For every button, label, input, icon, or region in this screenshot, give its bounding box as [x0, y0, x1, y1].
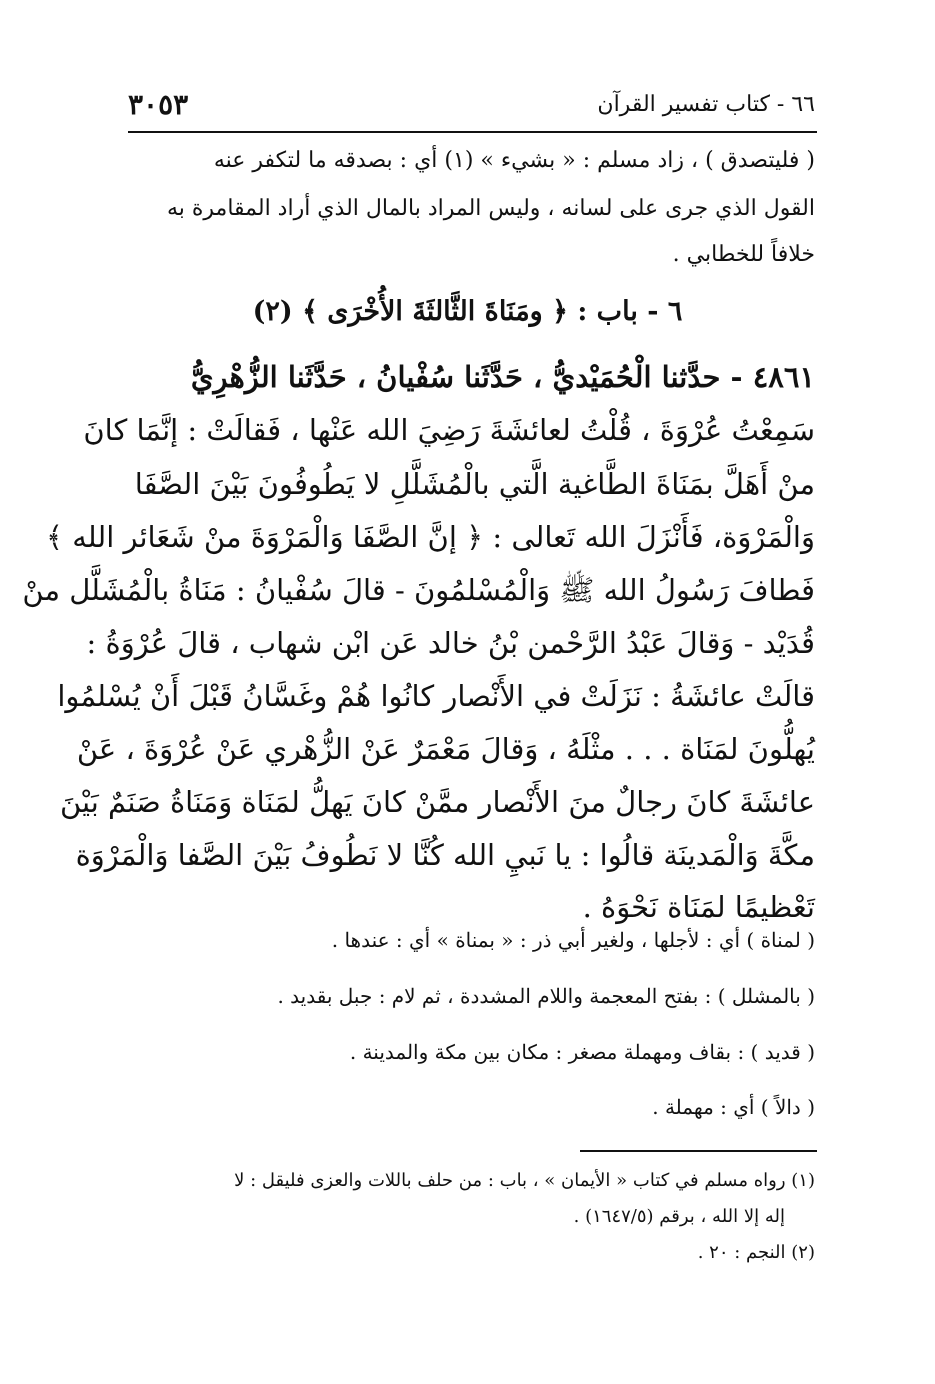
hadith-line-5: فَطافَ رَسُولُ الله ﷺ وَالْمُسْلمُونَ - قالَ سُفْيانُ : مَنَاةُ بالْمُشَلَّل منْ: [22, 573, 815, 607]
intro-line-2: القول الذي جرى على لسانه ، وليس المراد بالمال الذي أراد المقامرة به: [166, 196, 815, 221]
footnote-1-line-2: إله إلا الله ، برقم (١٦٤٧/٥) .: [573, 1206, 785, 1227]
page-number: ٣٠٥٣: [128, 88, 189, 121]
footnote-1-line-1: (١) رواه مسلم في كتاب « الأيمان » ، باب : من حلف باللات والعزى فليقل : لا: [234, 1170, 815, 1191]
gloss-mushallal: ( بالمشلل ) : بفتح المعجمة واللام المشددة ، ثم لام : جبل بقديد .: [277, 984, 815, 1008]
intro-line-3: خلافاً للخطابي .: [672, 242, 815, 267]
running-header-title: ٦٦ - كتاب تفسير القرآن: [597, 92, 815, 117]
hadith-line-9: عائشَةَ كانَ رجالٌ منَ الأَنْصار ممَّنْ كانَ يَهلُّ لمَنَاة وَمَنَاةُ صَنَمٌ بَيْنَ: [59, 785, 815, 819]
hadith-line-11: تَعْظيمًا لمَنَاة نَحْوَهُ .: [582, 890, 815, 924]
footnote-2: (٢) النجم : ٢٠ .: [697, 1242, 815, 1263]
footnote-divider: [580, 1150, 817, 1152]
hadith-line-7: قالَتْ عائشَةُ : نَزَلَتْ في الأَنْصار كانُوا هُمْ وغَسَّانُ قَبْلَ أَنْ يُسْلمُوا: [57, 679, 815, 713]
gloss-dal: ( دالاً ) أي : مهملة .: [652, 1095, 815, 1119]
hadith-line-3: منْ أَهَلَّ بمَنَاةَ الطَّاغية الَّتي بالْمُشَلَّلِ لا يَطُوفُونَ بَيْنَ الصَّفَا: [134, 467, 815, 501]
header-divider: [128, 131, 817, 133]
hadith-line-6: قُدَيْد - وَقالَ عَبْدُ الرَّحْمن بْنُ خالد عَن ابْن شهاب ، قالَ عُرْوَةُ :: [86, 626, 815, 660]
hadith-line-2: سَمِعْتُ عُرْوَةَ ، قُلْتُ لعائشَةَ رَضِيَ الله عَنْها ، فَقالَتْ : إنَّمَا كانَ: [83, 413, 815, 447]
intro-line-1: ( فليتصدق ) ، زاد مسلم : « بشيء » (١) أي : بصدقه ما لتكفر عنه: [213, 148, 815, 173]
hadith-line-10: مكَّةَ وَالْمَدينَة قالُوا : يا نَبيِ الله كُنَّا لا نَطُوفُ بَيْنَ الصَّفا وَالْمَرْوَة: [75, 838, 815, 872]
gloss-qudayd: ( قديد ) : بقاف ومهملة مصغر : مكان بين مكة والمدينة .: [349, 1040, 815, 1064]
section-heading: ٦ - باب : ﴿ ومَنَاةَ الثَّالثَةَ الأُخْرَى ﴾ (٢): [252, 296, 683, 327]
gloss-manat: ( لمناة ) أي : لأجلها ، ولغير أبي ذر : « بمناة » أي : عندها .: [331, 928, 815, 952]
hadith-line-4: وَالْمَرْوَة، فَأَنْزَلَ الله تَعالى : ﴿ إنَّ الصَّفَا وَالْمَرْوَةَ منْ شَعَائر الله ﴾: [46, 520, 815, 554]
hadith-line-1: ٤٨٦١ - حدَّثنا الْحُمَيْديُّ ، حَدَّثَنا سُفْيانُ ، حَدَّثَنا الزُّهْرِيُّ: [190, 360, 815, 394]
hadith-line-8: يُهلُّونَ لمَنَاة . . . مثْلَهُ ، وَقالَ مَعْمَرٌ عَنْ الزُّهْري عَنْ عُرْوَةَ ، عَنْ: [76, 732, 815, 766]
